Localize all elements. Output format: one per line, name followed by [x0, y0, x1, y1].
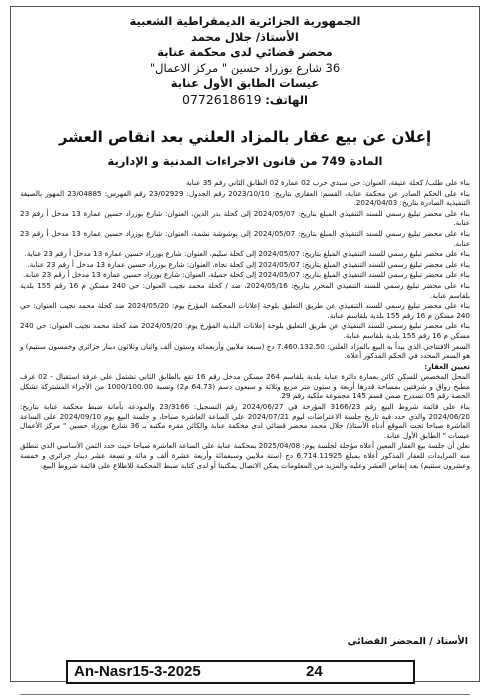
phone-number: 0772618619: [182, 91, 262, 107]
bailiff-building: عيسات الطابق الأول عنابة: [170, 76, 320, 90]
phone-label: الهاتف:: [265, 92, 308, 107]
paragraph-municipal-posting: بناء على محضر تبليغ رسمي للسند التنفيذي عن طريق التعليق بلوحة إعلانات البلدية المؤرخ يوم: 2024/05/20 ضد كحلة محمد نجيب العنوان: حي 240 مسكن م 16 رقم 155 بلدية بلقاسم عنابة.: [20, 321, 470, 340]
phone-line: [10, 92, 480, 109]
newspaper-source: An-Nasr15-3-2025: [74, 663, 201, 680]
page-footer-box: [66, 660, 415, 684]
announcement-title: إعلان عن بيع عقار بالمزاد العلني بعد انقاص العشر: [58, 128, 432, 146]
announcement-body: [20, 178, 470, 471]
paragraph-sale-conditions: بناء على قائمة شروط البيع رقم 3166/23 المؤرخة في 2024/06/27 رقم التسجيل: 23/3166 والمودعة بأمانة ضبط محكمة عنابة بتاريخ: 2024/06/20 والذي حدد فيه تاريخ جلسة الاعتراضات ليوم 2024/07/21 على الساعة العاشرة صباحا، و جلسة البيع يوم 2024/09/10 على الساعة العاشرة صباحا تحت الموقع أدناه الأستاذ/ جلال محمد محضر قضائي لدى محكمة عنابة والكائن مقره مكتبه بـ 36 شارع بوزراد حسين " مركز الأعمال عيسات " الطابق الأول عنابة.: [20, 402, 470, 440]
legal-article: المادة 749 من قانون الاجراءات المدنية و الإدارية: [107, 154, 383, 168]
paragraph-notice-2: بناء على محضر تبليغ رسمي للسند التنفيذي المبلغ بتاريخ: 2024/05/07 إلى بوشوشة نشمة، العنوان: شارع بوزراد حسين عمارة 13 مدخل أ رقم 23 عنابة.: [20, 228, 470, 248]
paragraph-requester: بناء على طلب/ كحلة عتيقة، العنوان: حي سيدي حرب 02 عمارة 02 الطابق الثاني رقم 35 عنابة: [185, 178, 470, 187]
newspaper-page: [10, 6, 480, 690]
paragraph-notice-1: بناء على محضر تبليغ رسمي للسند التنفيذي المبلغ بتاريخ: 2024/05/07 إلى كحلة بدر الدين، العنوان: شارع بوزراد حسين عمارة 13 مدخل أ رقم 23 عنابة.: [20, 208, 470, 228]
paragraph-notice-4: بناء على محضر تبليغ رسمي للسند التنفيذي المبلغ بتاريخ: 2024/05/07 إلى كحلة نجاة، العنوان: شارع بوزراد حسين عمارة 13 مدخل أ رقم 23 عنابة.: [27, 259, 470, 269]
paragraph-opening-price: السعر الافتتاحي الذي يبدأ به البيع بالمزاد العلني: 7.460.132.50 دج (سبعة ملايين وأربعمائة وستون ألف واثنان وثلاثون دينار جزائري وخمسون سنتيم) و هو السعر المحدد في الحكم المذكور أعلاه.: [20, 341, 470, 361]
paragraph-property: المحل المخصص للسكن كائن بعمارة دائرة عنابة بلدية بلقاسم 264 مسكن مدخل رقم 16 تقع بالطابق الثاني تشتمل على غرفة استقبال - 02 غرف مطبخ رواق و شرفتين بمساحة قدرها أربعة و ستون متر مربع وثلاثة و سبعون دسم (64.73 م2) ونسبة 1000/100.00 من الأجزاء المشتركة تشكل الحصة رقم 05 تسدرج ضمن قسم 145 مجموعة ملكية رقم 29.: [20, 372, 470, 401]
paragraph-postponement: نعلن أن جلسة بيع العقار المعين أعلاه مؤجلة لجلسة يوم: 2025/04/08 بمحكمة عنابة على الساعة العاشرة صباحا حيث حدد الثمن الأساسي الذي تنطلق منه المزايدات للعقار المذكور أعلاه بمبلغ 6.714.11925 دج (ستة ملايين وسبعمائة وأربعة عشرة ألف و مائة و تسعة عشر دينار جزائري و خمسة وعشرون سنتيم) بعد إنقاص العشر وعليه والمزيد من المعلومات يمكن الاتصال بمكتبنا أو لدى كتابة ضبط المحكمة للاطلاع على قائمة شروط البيع.: [20, 441, 470, 470]
bottom-divider: [20, 694, 470, 695]
bailiff-court: محضر قضائي لدى محكمة عنابة: [157, 45, 333, 59]
bailiff-header: [10, 14, 480, 108]
page-number: 24: [306, 663, 323, 680]
bailiff-address: 36 شارع بوزراد حسين " مركز الاعمال": [149, 60, 341, 75]
paragraph-notice-5: بناء على محضر تبليغ رسمي للسند التنفيذي المبلغ بتاريخ: 2024/05/07 إلى كحلة جميلة، العنوان: شارع بوزراد حسين عمارة 13 مدخل أ رقم 23 عنابة.: [22, 270, 470, 280]
signature: الأستاذ / المحضر القضائي: [347, 636, 468, 647]
bailiff-name: الأستاذ/ جلال محمد: [191, 29, 299, 44]
republic-name: الجمهورية الجزائرية الديمقراطية الشعبية: [129, 14, 361, 28]
paragraph-notice-3: بناء على محضر تبليغ رسمي للسند التنفيذي المبلغ بتاريخ: 2024/05/07 إلى كحلة سليم، العنوان: شارع بوزراد حسين عمارة 13 مدخل أ رقم 23 عنابة.: [24, 249, 470, 259]
paragraph-judgment: بناء على الحكم الصادر عن محكمة عنابة، القسم: العقاري بتاريخ: 2023/10/10 رقم الجدول: 23/02929 رقم الفهرس: 23/04885 المهور بالصيغة التنفيذية الصادرة بتاريخ: 2024/04/03.: [20, 188, 471, 208]
paragraph-notice-6: بناء على محضر تبليغ رسمي للسند التنفيذي المحرر بتاريخ: 2024/05/16، ضد / كحلة محمد نجيب العنوان: حي 240 مسكن م 16 رقم 155 بلدية بلقاسم عنابة.: [20, 280, 471, 300]
property-heading: تعيين العقار:: [424, 361, 470, 371]
paragraph-court-posting: بناء على محضر تبليغ رسمي للسند التنفيذي عن طريق التعليق بلوحة إعلانات المحكمة المؤرخ يوم: 2024/05/20 ضد كحلة محمد نجيب العنوان: حي 240 مسكن م 16 رقم 155 بلدية بلقاسم عنابة.: [20, 301, 470, 320]
